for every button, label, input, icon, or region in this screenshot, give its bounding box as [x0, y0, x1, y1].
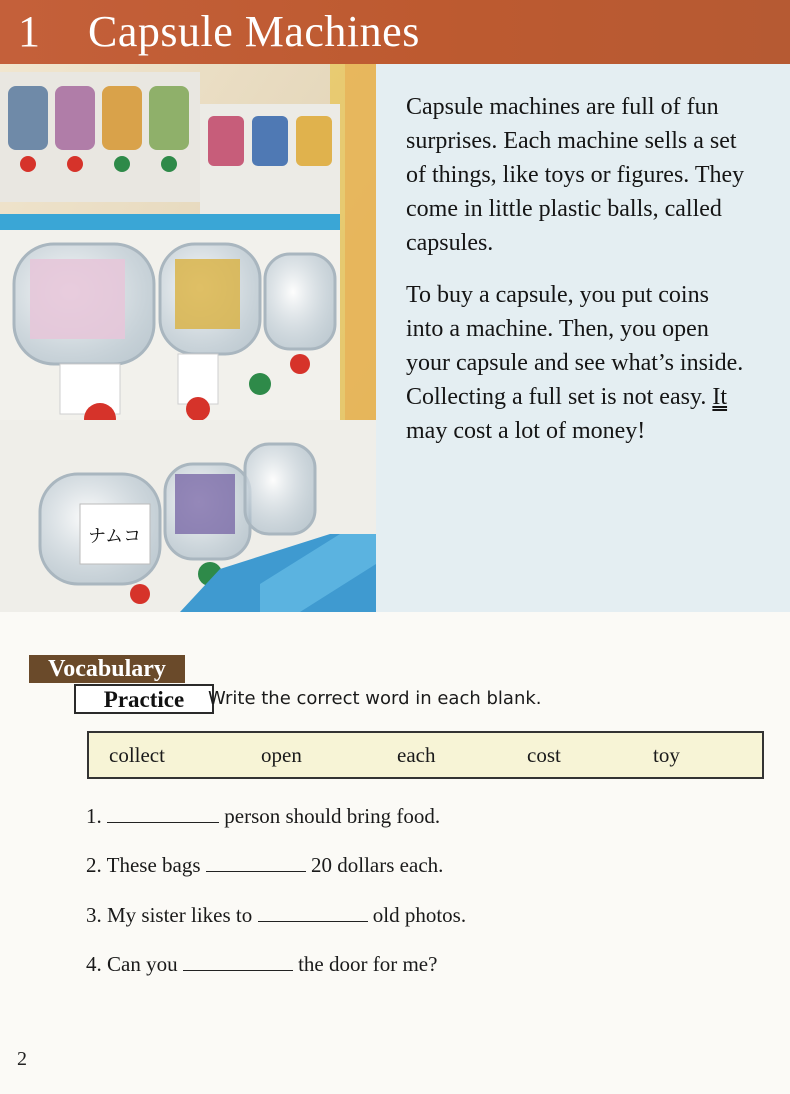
capsule-machines-photo: [0, 64, 376, 612]
lower-machine-row: [0, 420, 376, 612]
passage-paragraph: [406, 278, 746, 448]
word-bank: [87, 731, 764, 779]
middle-machine-row: [0, 230, 340, 435]
question-1: [86, 804, 440, 829]
question-3: [86, 903, 466, 928]
question-text: My sister likes to: [107, 903, 253, 927]
question-number: 4.: [86, 952, 102, 976]
question-number: 2.: [86, 853, 102, 877]
machine-label-namco: ナムコ: [88, 526, 142, 547]
question-text: the door for me?: [298, 952, 438, 976]
question-text: These bags: [106, 853, 201, 877]
word-bank-item: cost: [527, 743, 561, 767]
underlined-word: It: [712, 384, 728, 410]
answer-blank[interactable]: [183, 952, 293, 971]
question-number: 1.: [86, 804, 102, 828]
passage-paragraph-text: To buy a capsule, you put coins into a machine. Then, you open your capsule and see what’s inside. Collecting a full set is not easy.: [406, 282, 744, 410]
answer-blank[interactable]: [258, 903, 368, 922]
question-number: 3.: [86, 903, 102, 927]
unit-number: 1: [18, 7, 40, 56]
word-bank-item: toy: [653, 743, 680, 767]
exercise-instruction: Write the correct word in each blank.: [208, 688, 542, 709]
question-text: person should bring food.: [224, 804, 441, 828]
page-number: 2: [17, 1048, 27, 1070]
vocabulary-label: Vocabulary: [29, 655, 185, 683]
question-text: Can you: [107, 952, 178, 976]
passage-paragraph: Capsule machines are full of fun surprises. Each machine sells a set of things, like toys or figures. They come in little plastic balls, called capsules.: [406, 94, 745, 256]
answer-blank[interactable]: [107, 804, 219, 823]
word-bank-item: collect: [109, 743, 165, 767]
passage-last-line: may cost a lot of money!: [406, 418, 646, 444]
word-bank-item: each: [397, 743, 436, 767]
question-4: [86, 952, 437, 977]
question-2: [86, 853, 443, 878]
unit-title: Capsule Machines: [88, 7, 420, 56]
practice-label: Practice: [74, 684, 214, 714]
question-text: old photos.: [372, 903, 467, 927]
question-text: 20 dollars each.: [311, 853, 444, 877]
reading-passage: [406, 90, 746, 466]
unit-header: [0, 0, 790, 64]
answer-blank[interactable]: [206, 853, 306, 872]
vocabulary-practice-label: [29, 655, 185, 715]
word-bank-item: open: [261, 743, 302, 767]
